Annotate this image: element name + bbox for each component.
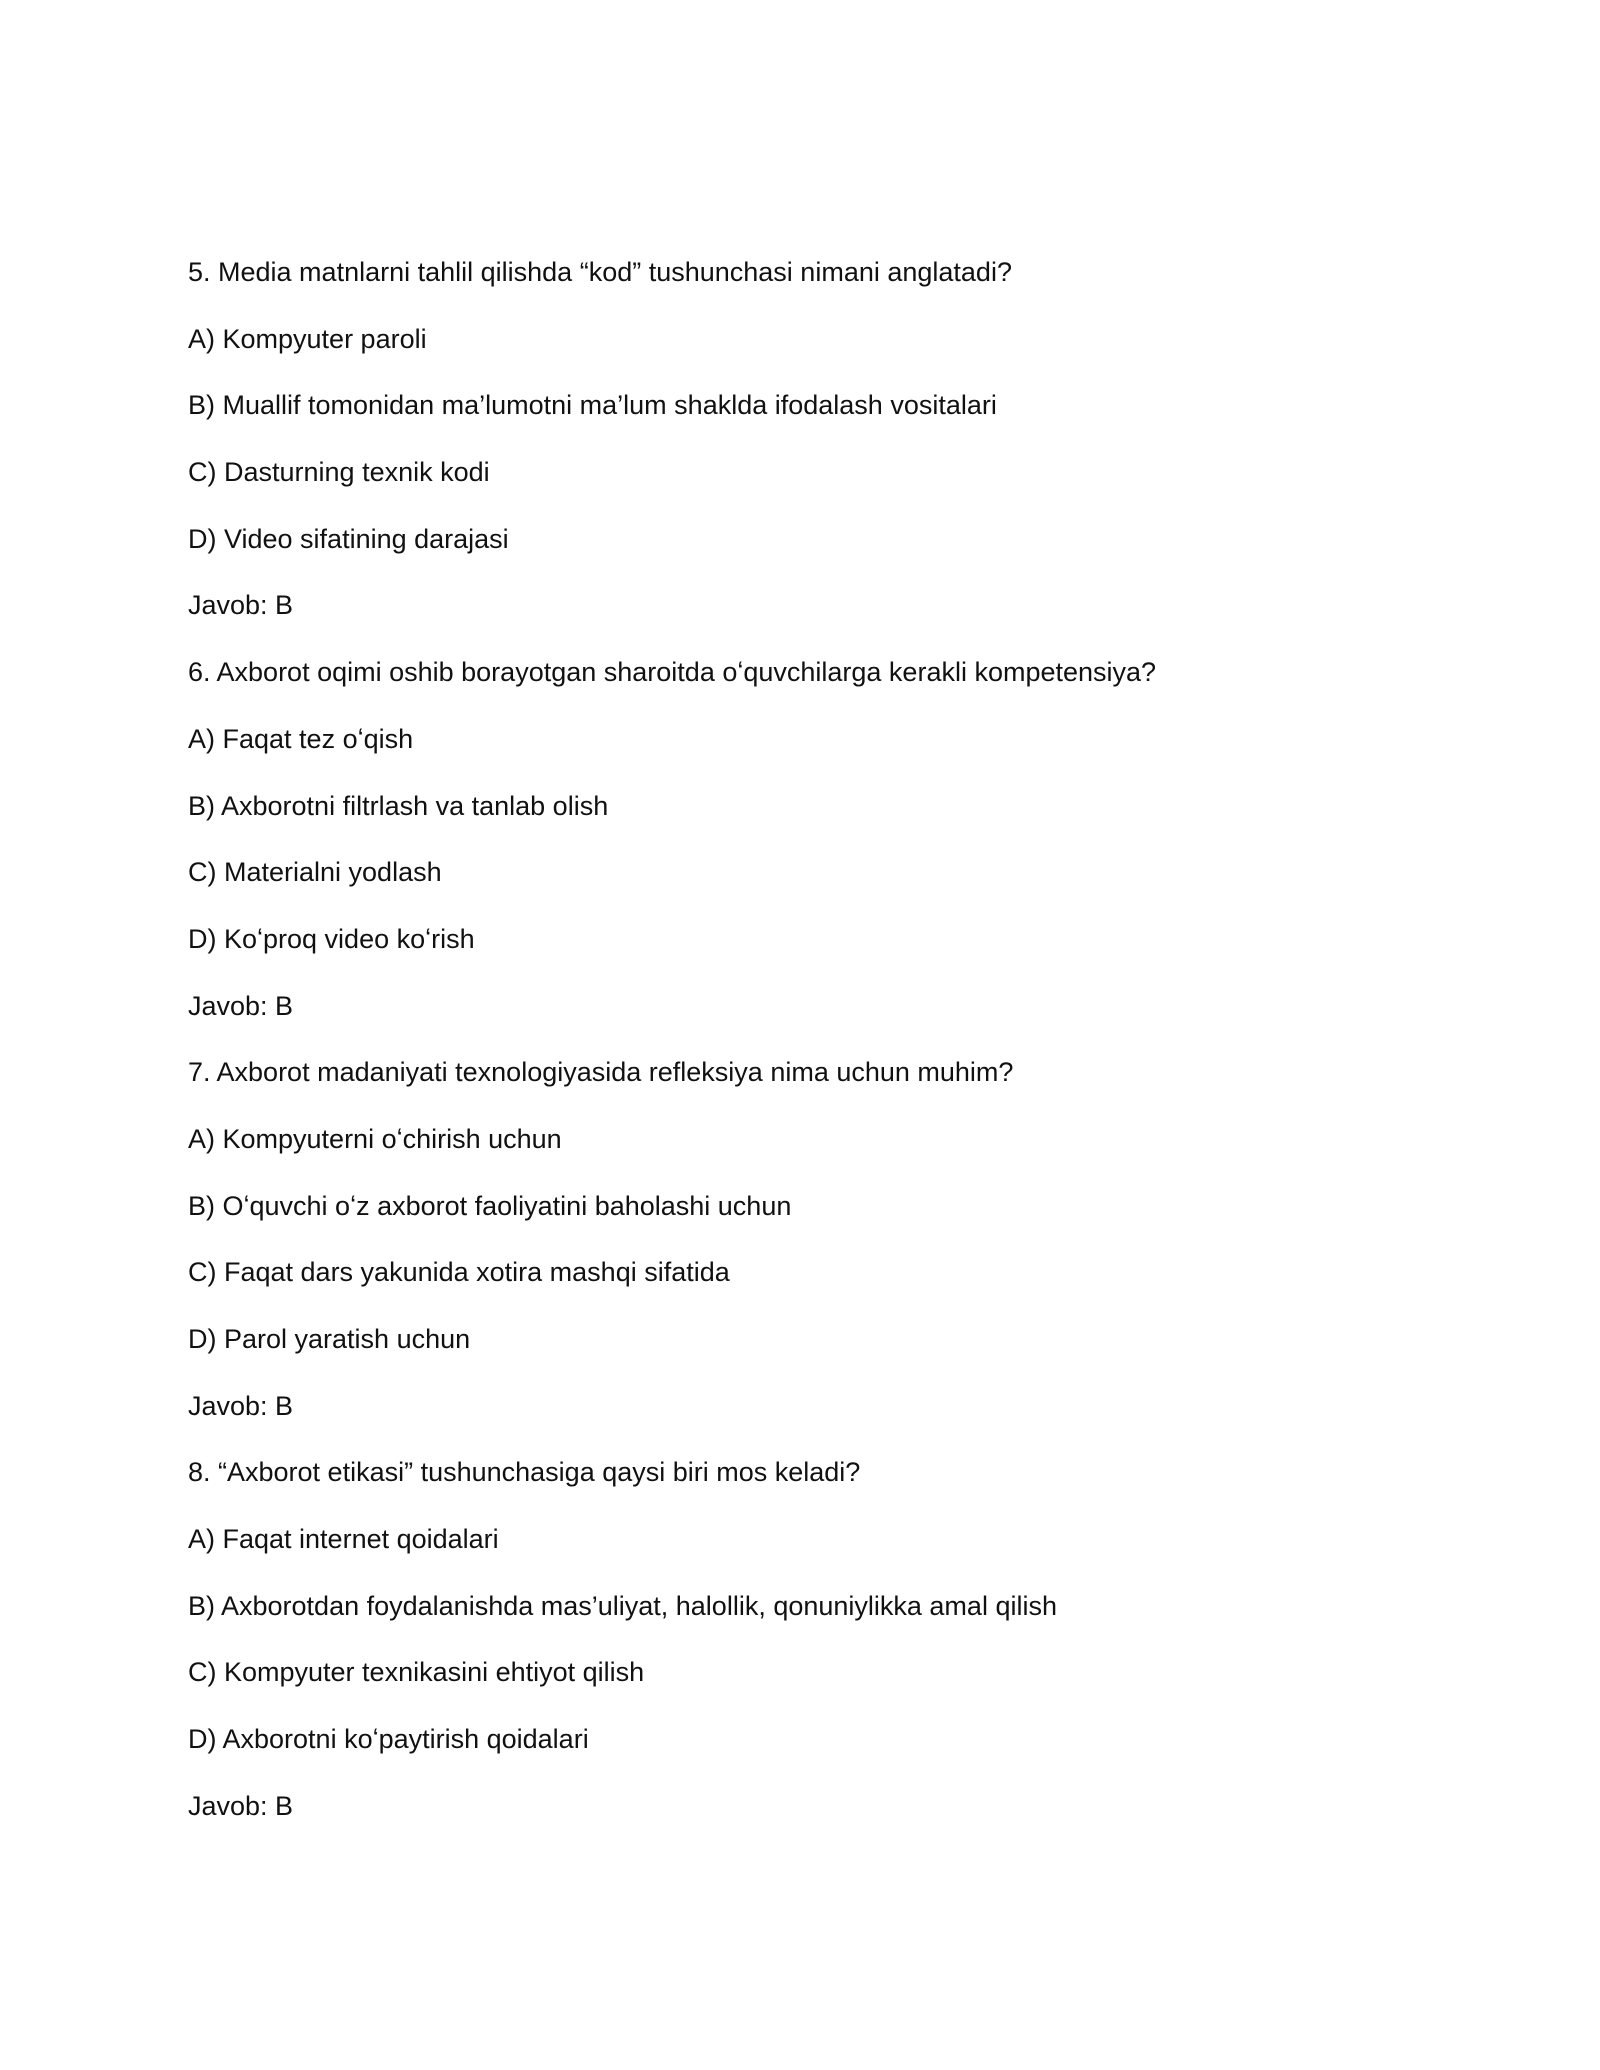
question-5-text: 5. Media matnlarni tahlil qilishda “kod” tushunchasi nimani anglatadi? xyxy=(188,257,1012,287)
question-7-text: 7. Axborot madaniyati texnologiyasida refleksiya nima uchun muhim? xyxy=(188,1057,1014,1088)
question-7-answer: Javob: B xyxy=(188,1390,294,1421)
question-5-option-c: C) Dasturning texnik kodi xyxy=(188,457,490,488)
question-8-option-c: C) Kompyuter texnikasini ehtiyot qilish xyxy=(188,1657,645,1688)
question-6-option-b: B) Axborotni filtrlash va tanlab olish xyxy=(188,790,609,821)
question-8-text: 8. “Axborot etikasi” tushunchasiga qaysi biri mos keladi? xyxy=(188,1457,861,1488)
question-5-option-b: B) Muallif tomonidan ma’lumotni ma’lum shaklda ifodalash vositalari xyxy=(188,390,997,421)
question-8-option-b: B) Axborotdan foydalanishda mas’uliyat, halollik, qonuniylikka amal qilish xyxy=(188,1590,1057,1621)
question-6-answer: Javob: B xyxy=(188,990,294,1021)
question-7-option-c: C) Faqat dars yakunida xotira mashqi sifatida xyxy=(188,1257,730,1288)
question-7-option-d: D) Parol yaratish uchun xyxy=(188,1324,471,1354)
question-8-answer: Javob: B xyxy=(188,1790,294,1821)
question-6-option-d: D) Koʻproq video koʻrish xyxy=(188,923,475,954)
question-6-option-a: A) Faqat tez oʻqish xyxy=(188,723,414,754)
question-5-answer: Javob: B xyxy=(188,590,294,621)
question-5-option-a: A) Kompyuter paroli xyxy=(188,323,427,354)
question-8-option-d: D) Axborotni koʻpaytirish qoidalari xyxy=(188,1724,589,1755)
question-7-option-b: B) Oʻquvchi oʻz axborot faoliyatini baholashi uchun xyxy=(188,1190,792,1221)
question-8-option-a: A) Faqat internet qoidalari xyxy=(188,1524,499,1555)
quiz-content xyxy=(188,252,1408,1853)
question-6-option-c: C) Materialni yodlash xyxy=(188,857,442,888)
question-6-text: 6. Axborot oqimi oshib borayotgan sharoitda oʻquvchilarga kerakli kompetensiya? xyxy=(188,657,1157,688)
question-5-option-d: D) Video sifatining darajasi xyxy=(188,523,509,554)
question-7-option-a: A) Kompyuterni oʻchirish uchun xyxy=(188,1123,562,1154)
